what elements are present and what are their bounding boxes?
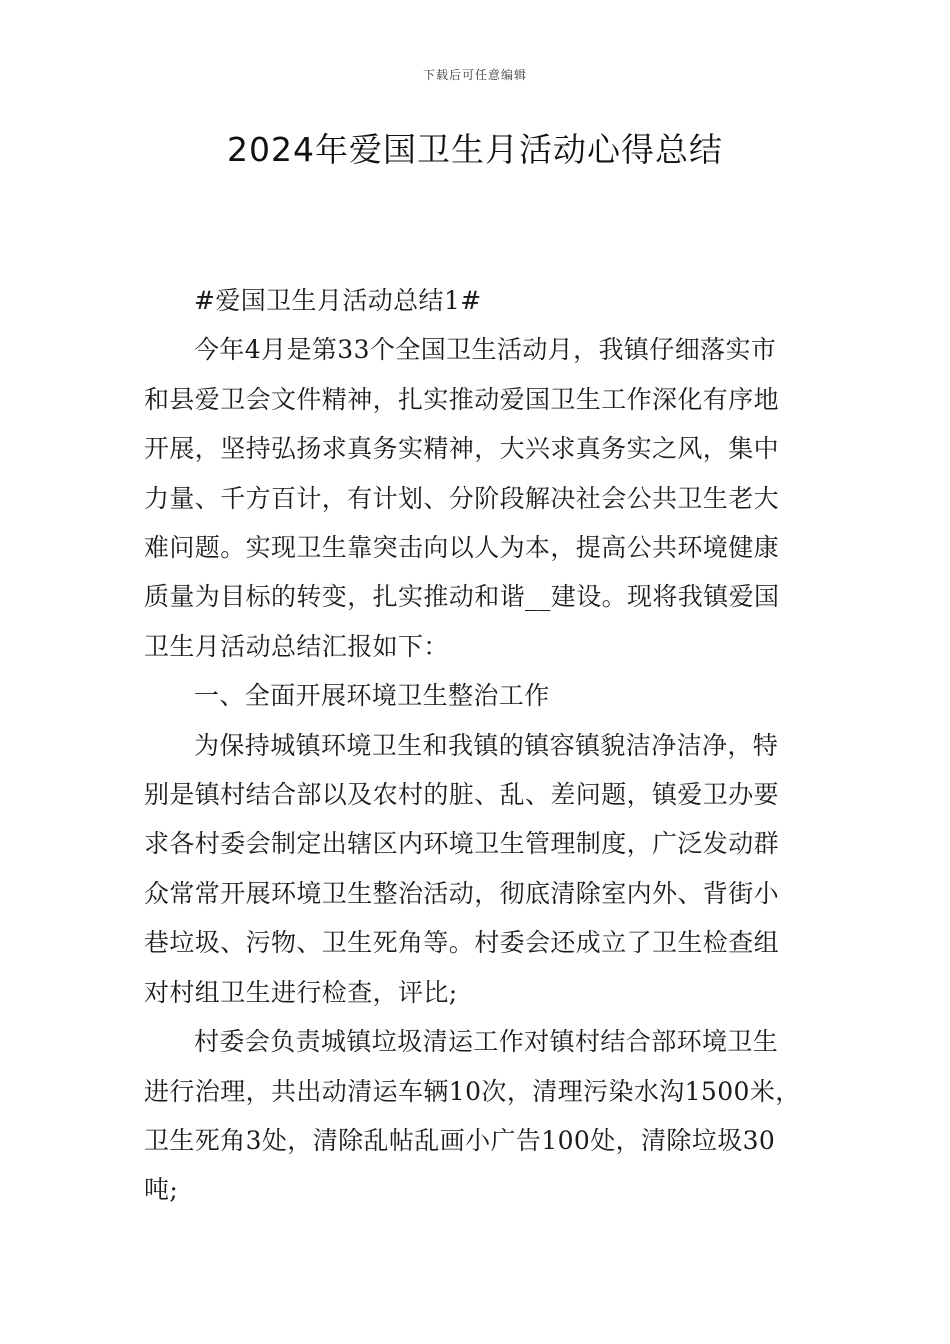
header-note: 下载后可任意编辑	[422, 68, 527, 82]
environment-paragraph	[144, 721, 808, 1017]
paragraph-line: 求各村委会制定出辖区内环境卫生管理制度，广泛发动群	[144, 829, 780, 859]
cleanup-paragraph	[144, 1017, 808, 1215]
paragraph-line: 今年4月是第33个全国卫生活动月，我镇仔细落实市	[194, 335, 777, 365]
paragraph-line: #爱国卫生月活动总结1#	[194, 286, 482, 315]
paragraph-line: 众常常开展环境卫生整治活动，彻底清除室内外、背街小	[144, 878, 780, 908]
paragraph-line: 难问题。实现卫生靠突击向以人为本，提高公共环境健康	[144, 533, 780, 563]
paragraph-line: 卫生死角3处，清除乱帖乱画小广告100处，清除垃圾30	[144, 1125, 776, 1155]
document-title: 2024年爱国卫生月活动心得总结	[227, 130, 723, 169]
paragraph-line: 为保持城镇环境卫生和我镇的镇容镇貌洁净洁净，特	[194, 730, 779, 760]
document-body	[144, 276, 808, 1215]
intro-paragraph	[144, 325, 808, 671]
paragraph-line: 进行治理，共出动清运车辆10次，清理污染水沟1500米，	[144, 1076, 801, 1106]
paragraph-line: 和县爱卫会文件精神，扎实推动爱国卫生工作深化有序地	[144, 384, 780, 414]
paragraph-line: 质量为目标的转变，扎实推动和谐__建设。现将我镇爱国	[144, 582, 780, 612]
paragraph-line: 对村组卫生进行检查，评比;	[144, 977, 458, 1007]
paragraph-line: 吨;	[144, 1175, 179, 1205]
paragraph-line: 别是镇村结合部以及农村的脏、乱、差问题，镇爱卫办要	[144, 780, 780, 810]
section-heading-1	[144, 276, 808, 325]
paragraph-line: 力量、千方百计，有计划、分阶段解决社会公共卫生老大	[144, 483, 780, 513]
paragraph-line: 村委会负责城镇垃圾清运工作对镇村结合部环境卫生	[194, 1027, 779, 1057]
subheading-environment	[144, 671, 808, 720]
paragraph-line: 卫生月活动总结汇报如下：	[144, 631, 449, 661]
paragraph-line: 巷垃圾、污物、卫生死角等。村委会还成立了卫生检查组	[144, 928, 780, 958]
paragraph-line: 开展，坚持弘扬求真务实精神，大兴求真务实之风，集中	[144, 434, 780, 464]
paragraph-line: 一、全面开展环境卫生整治工作	[194, 681, 550, 711]
